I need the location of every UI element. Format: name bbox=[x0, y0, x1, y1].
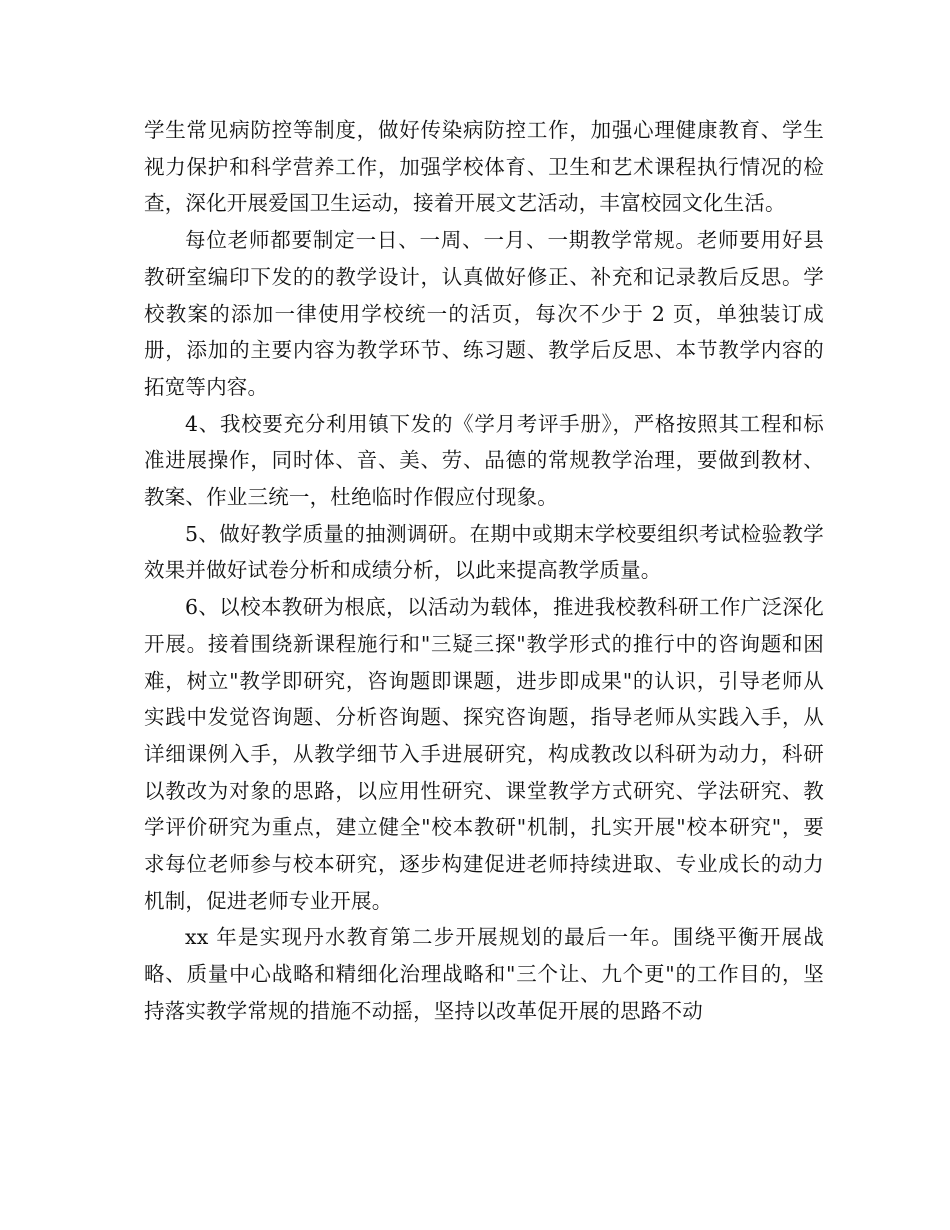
paragraph-teaching-routine: 每位老师都要制定一日、一周、一月、一期教学常规。老师要用好县教研室编印下发的的教学设计，认真做好修正、补充和记录教后反思。学校教案的添加一律使用学校统一的活页，每次不少于 2 页，单独装订成册，添加的主要内容为教学环节、练习题、教学后反思、本节教学内容的拓宽等内容。 bbox=[144, 228, 824, 399]
paragraph-year-plan: xx 年是实现丹水教育第二步开展规划的最后一年。围绕平衡开展战略、质量中心战略和精细化治理战略和"三个让、九个更"的工作目的，坚持落实教学常规的措施不动摇，坚持以改革促开展的思路不动 bbox=[144, 925, 824, 1023]
document-body bbox=[144, 112, 824, 1030]
paragraph-item-5: 5、做好教学质量的抽测调研。在期中或期末学校要组织考试检验教学效果并做好试卷分析和成绩分析，以此来提高教学质量。 bbox=[144, 521, 824, 583]
paragraph-item-6: 6、以校本教研为根底，以活动为载体，推进我校教科研工作广泛深化开展。接着围绕新课程施行和"三疑三探"教学形式的推行中的咨询题和困难，树立"教学即研究，咨询题即课题，进步即成果"的认识，引导老师从实践中发觉咨询题、分析咨询题、探究咨询题，指导老师从实践入手，从详细课例入手，从教学细节入手进展研究，构成教改以科研为动力，科研以教改为对象的思路，以应用性研究、课堂教学方式研究、学法研究、教学评价研究为重点，建立健全"校本教研"机制，扎实开展"校本研究"，要求每位老师参与校本研究，逐步构建促进老师持续进取、专业成长的动力机制，促进老师专业开展。 bbox=[144, 595, 824, 913]
paragraph-item-4: 4、我校要充分利用镇下发的《学月考评手册》，严格按照其工程和标准进展操作，同时体、音、美、劳、品德的常规教学治理，要做到教材、教案、作业三统一，杜绝临时作假应付现象。 bbox=[144, 411, 824, 510]
paragraph-continuation: 学生常见病防控等制度，做好传染病防控工作，加强心理健康教育、学生视力保护和科学营养工作，加强学校体育、卫生和艺术课程执行情况的检查，深化开展爱国卫生运动，接着开展文艺活动，丰富校园文化生活。 bbox=[144, 118, 824, 216]
